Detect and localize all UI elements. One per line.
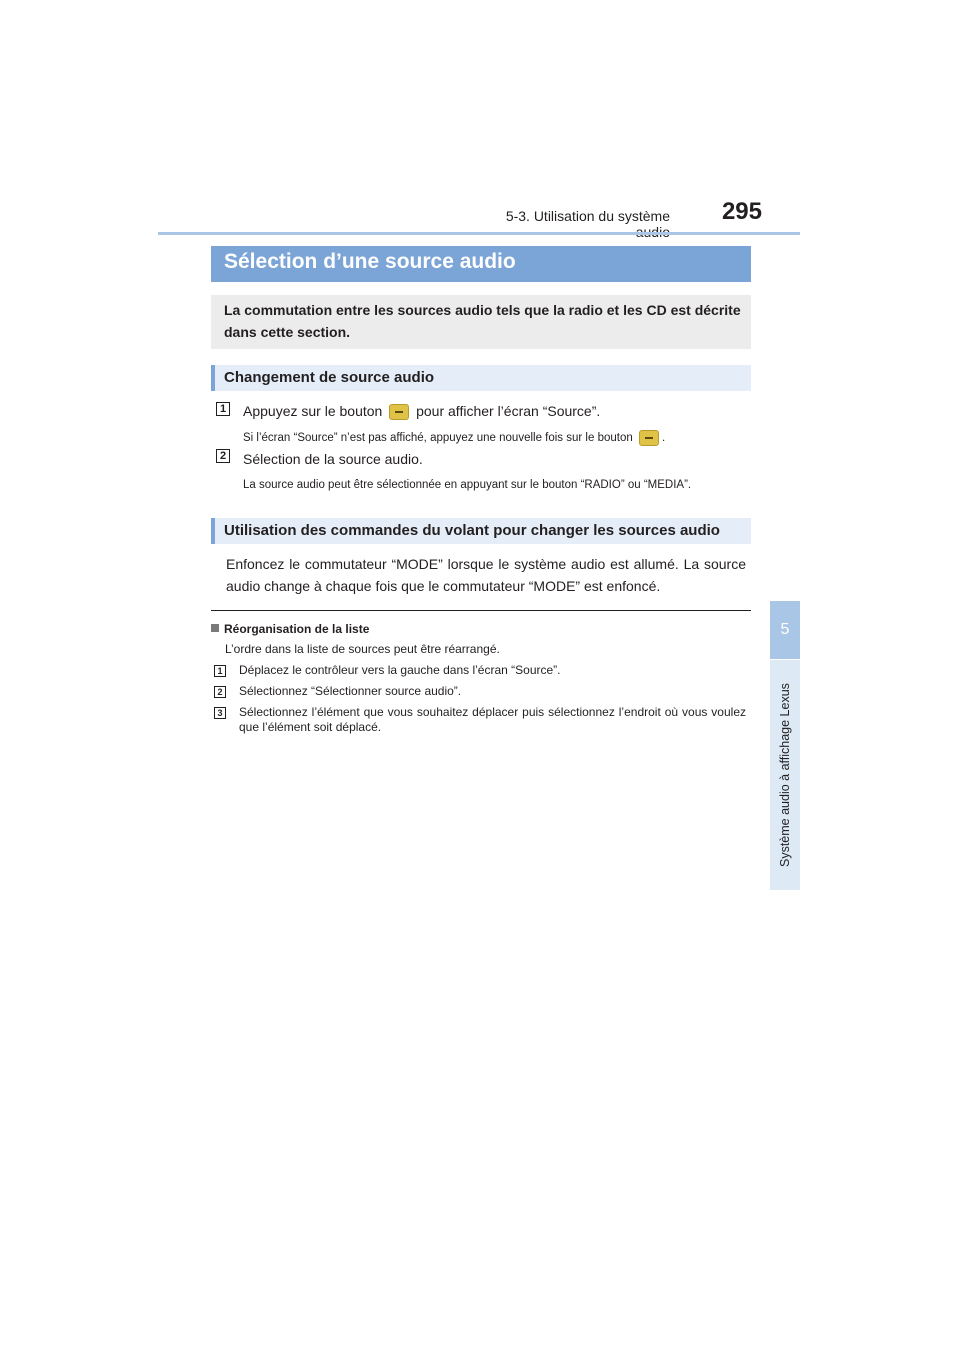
- page-title: Sélection d’une source audio: [224, 250, 516, 273]
- chapter-tab-label: Système audio à affichage Lexus: [778, 683, 792, 867]
- step-text-after: pour afficher l’écran “Source”.: [416, 403, 601, 419]
- note-step-number: 3: [214, 707, 226, 719]
- note-step-text: Déplacez le contrôleur vers la gauche dans l’écran “Source”.: [239, 663, 561, 677]
- note-description: L’ordre dans la liste de sources peut être réarrangé.: [225, 642, 500, 656]
- header-rule: [158, 232, 800, 235]
- step-subtext-after: .: [661, 432, 666, 445]
- section-heading-steering-controls: Utilisation des commandes du volant pour changer les sources audio: [224, 522, 720, 539]
- note-step-text: Sélectionnez “Sélectionner source audio”.: [239, 684, 462, 698]
- page-number: 295: [721, 198, 762, 225]
- header-section-title: 5-3. Utilisation du système: [505, 208, 670, 224]
- note-step-number: 2: [214, 686, 226, 698]
- step-text: [243, 403, 600, 420]
- step-text: Sélection de la source audio.: [243, 451, 423, 467]
- divider: [211, 610, 751, 611]
- step-number: 1: [216, 402, 230, 416]
- step-subtext: [243, 430, 665, 446]
- audio-source-button-icon: [389, 404, 409, 420]
- step-number: 2: [216, 449, 230, 463]
- audio-source-button-icon: [639, 430, 659, 446]
- intro-text: La commutation entre les sources audio tels que la radio et les CD est décrite dans cette section.: [224, 302, 741, 340]
- square-bullet-icon: [211, 624, 219, 632]
- note-title: [211, 622, 369, 636]
- step-subtext-before: Si l’écran “Source” n’est pas affiché, appuyez une nouvelle fois sur le bouton: [243, 432, 633, 445]
- section-heading-source-change: Changement de source audio: [224, 369, 435, 386]
- note-step-text: Sélectionnez l’élément que vous souhaitez déplacer puis sélectionnez l’endroit où vous voulez que l’élément soit déplacé.: [239, 705, 746, 734]
- step-subtext: La source audio peut être sélectionnée en appuyant sur le bouton “RADIO” ou “MEDIA”.: [243, 479, 692, 491]
- note-title-text: Réorganisation de la liste: [224, 622, 370, 636]
- section-paragraph: Enfoncez le commutateur “MODE” lorsque le système audio est allumé. La source audio change à chaque fois que le commutateur “MODE” est enfoncé.: [226, 556, 746, 594]
- note-step-number: 1: [214, 665, 226, 677]
- chapter-tab-number: 5: [770, 601, 800, 659]
- step-text-before: Appuyez sur le bouton: [243, 403, 383, 419]
